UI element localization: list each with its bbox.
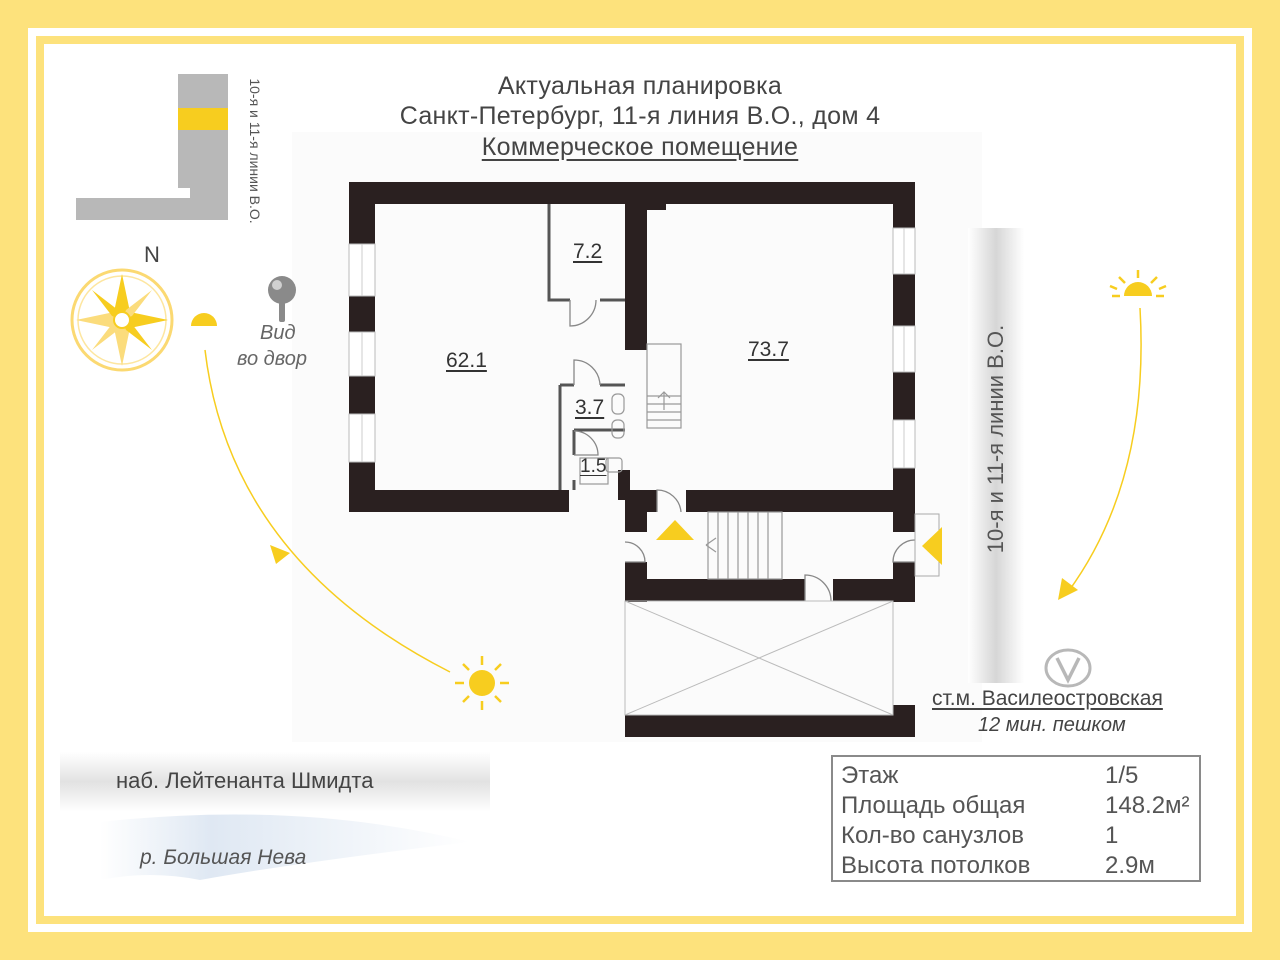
site-street-label: 10-я и 11-я линии В.О. — [247, 78, 263, 224]
info-label-bathrooms: Кол-во санузлов — [841, 822, 1024, 849]
location-pin-icon — [268, 276, 296, 322]
info-label-ceiling: Высота потолков — [841, 852, 1031, 879]
windows-left — [349, 244, 375, 462]
sun-icon — [455, 656, 509, 710]
river-label: р. Большая Нева — [140, 846, 307, 869]
title-line-1: Актуальная планировка — [497, 72, 783, 100]
metro-walk-label: 12 мин. пешком — [978, 714, 1126, 736]
arrow-left-icon — [270, 545, 290, 564]
info-value-area: 148.2м² — [1105, 792, 1190, 819]
embankment-label: наб. Лейтенанта Шмидта — [116, 768, 374, 793]
windows-right — [893, 228, 915, 468]
sunset-icon — [1110, 270, 1166, 296]
room-area-7: 7.2 — [573, 240, 603, 263]
info-value-floor: 1/5 — [1105, 762, 1139, 789]
sun-path-right — [1068, 308, 1141, 592]
metro-logo-icon — [1046, 650, 1090, 686]
title-line-2: Санкт-Петербург, 11-я линия В.О., дом 4 — [399, 102, 881, 130]
room-area-62: 62.1 — [446, 349, 487, 372]
info-value-bathrooms: 1 — [1105, 822, 1119, 849]
compass-rose-icon — [72, 270, 172, 370]
sunrise-icon — [191, 313, 217, 326]
compass-north-label: N — [144, 242, 160, 267]
info-label-floor: Этаж — [841, 762, 899, 789]
room-area-73: 73.7 — [748, 338, 789, 361]
info-label-area: Площадь общая — [841, 792, 1026, 819]
view-label-line-2: во двор — [237, 348, 307, 370]
info-table — [831, 755, 1201, 882]
room-area-1: 1.5 — [580, 456, 607, 477]
street-label-vertical: 10-я и 11-я линии В.О. — [983, 324, 1008, 554]
title-line-3: Коммерческое помещение — [481, 133, 799, 161]
metro-station-label: ст.м. Василеостровская — [932, 687, 1163, 710]
info-value-ceiling: 2.9м — [1105, 852, 1155, 879]
room-area-3: 3.7 — [575, 396, 605, 419]
view-label-line-1: Вид — [260, 322, 296, 344]
